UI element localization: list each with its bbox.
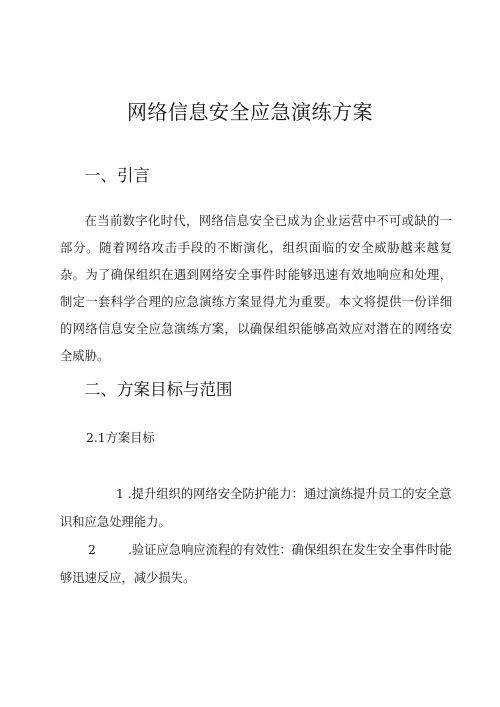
introduction-paragraph: 在当前数字化时代，网络信息安全已成为企业运营中不可或缺的一部分。随着网络攻击手段的不断演化，组织面临的安全威胁越来越复杂。为了确保组织在遇到网络安全事件时能够迅速有效地响应和处理，制定一套科学合理的应急演练方案显得尤为重要。本文将提供一份详细的网络信息安全应急演练方案，以确保组织能够高效应对潜在的网络安全威胁。: [60, 214, 452, 363]
section-heading-goals-scope: 二、方案目标与范围: [84, 380, 233, 399]
document-title: 网络信息安全应急演练方案: [127, 100, 373, 124]
goal-item-2-text-line1: .验证应急响应流程的有效性：确保组织在发生安全事件时能: [128, 543, 452, 557]
goal-item-2-text-line2: 够迅速反应，减少损失。: [60, 571, 196, 585]
subsection-heading-goals: 2.1方案目标: [86, 431, 155, 445]
section-heading-introduction: 一、引言: [84, 166, 150, 185]
goal-item-2-number: 2: [88, 543, 96, 557]
goal-item-1: [60, 480, 452, 536]
goal-item-1-number: 1: [116, 487, 124, 501]
goal-item-2: [60, 536, 452, 592]
goal-item-1-text: .提升组织的网络安全防护能力：通过演练提升员工的安全意识和应急处理能力。: [60, 487, 452, 529]
